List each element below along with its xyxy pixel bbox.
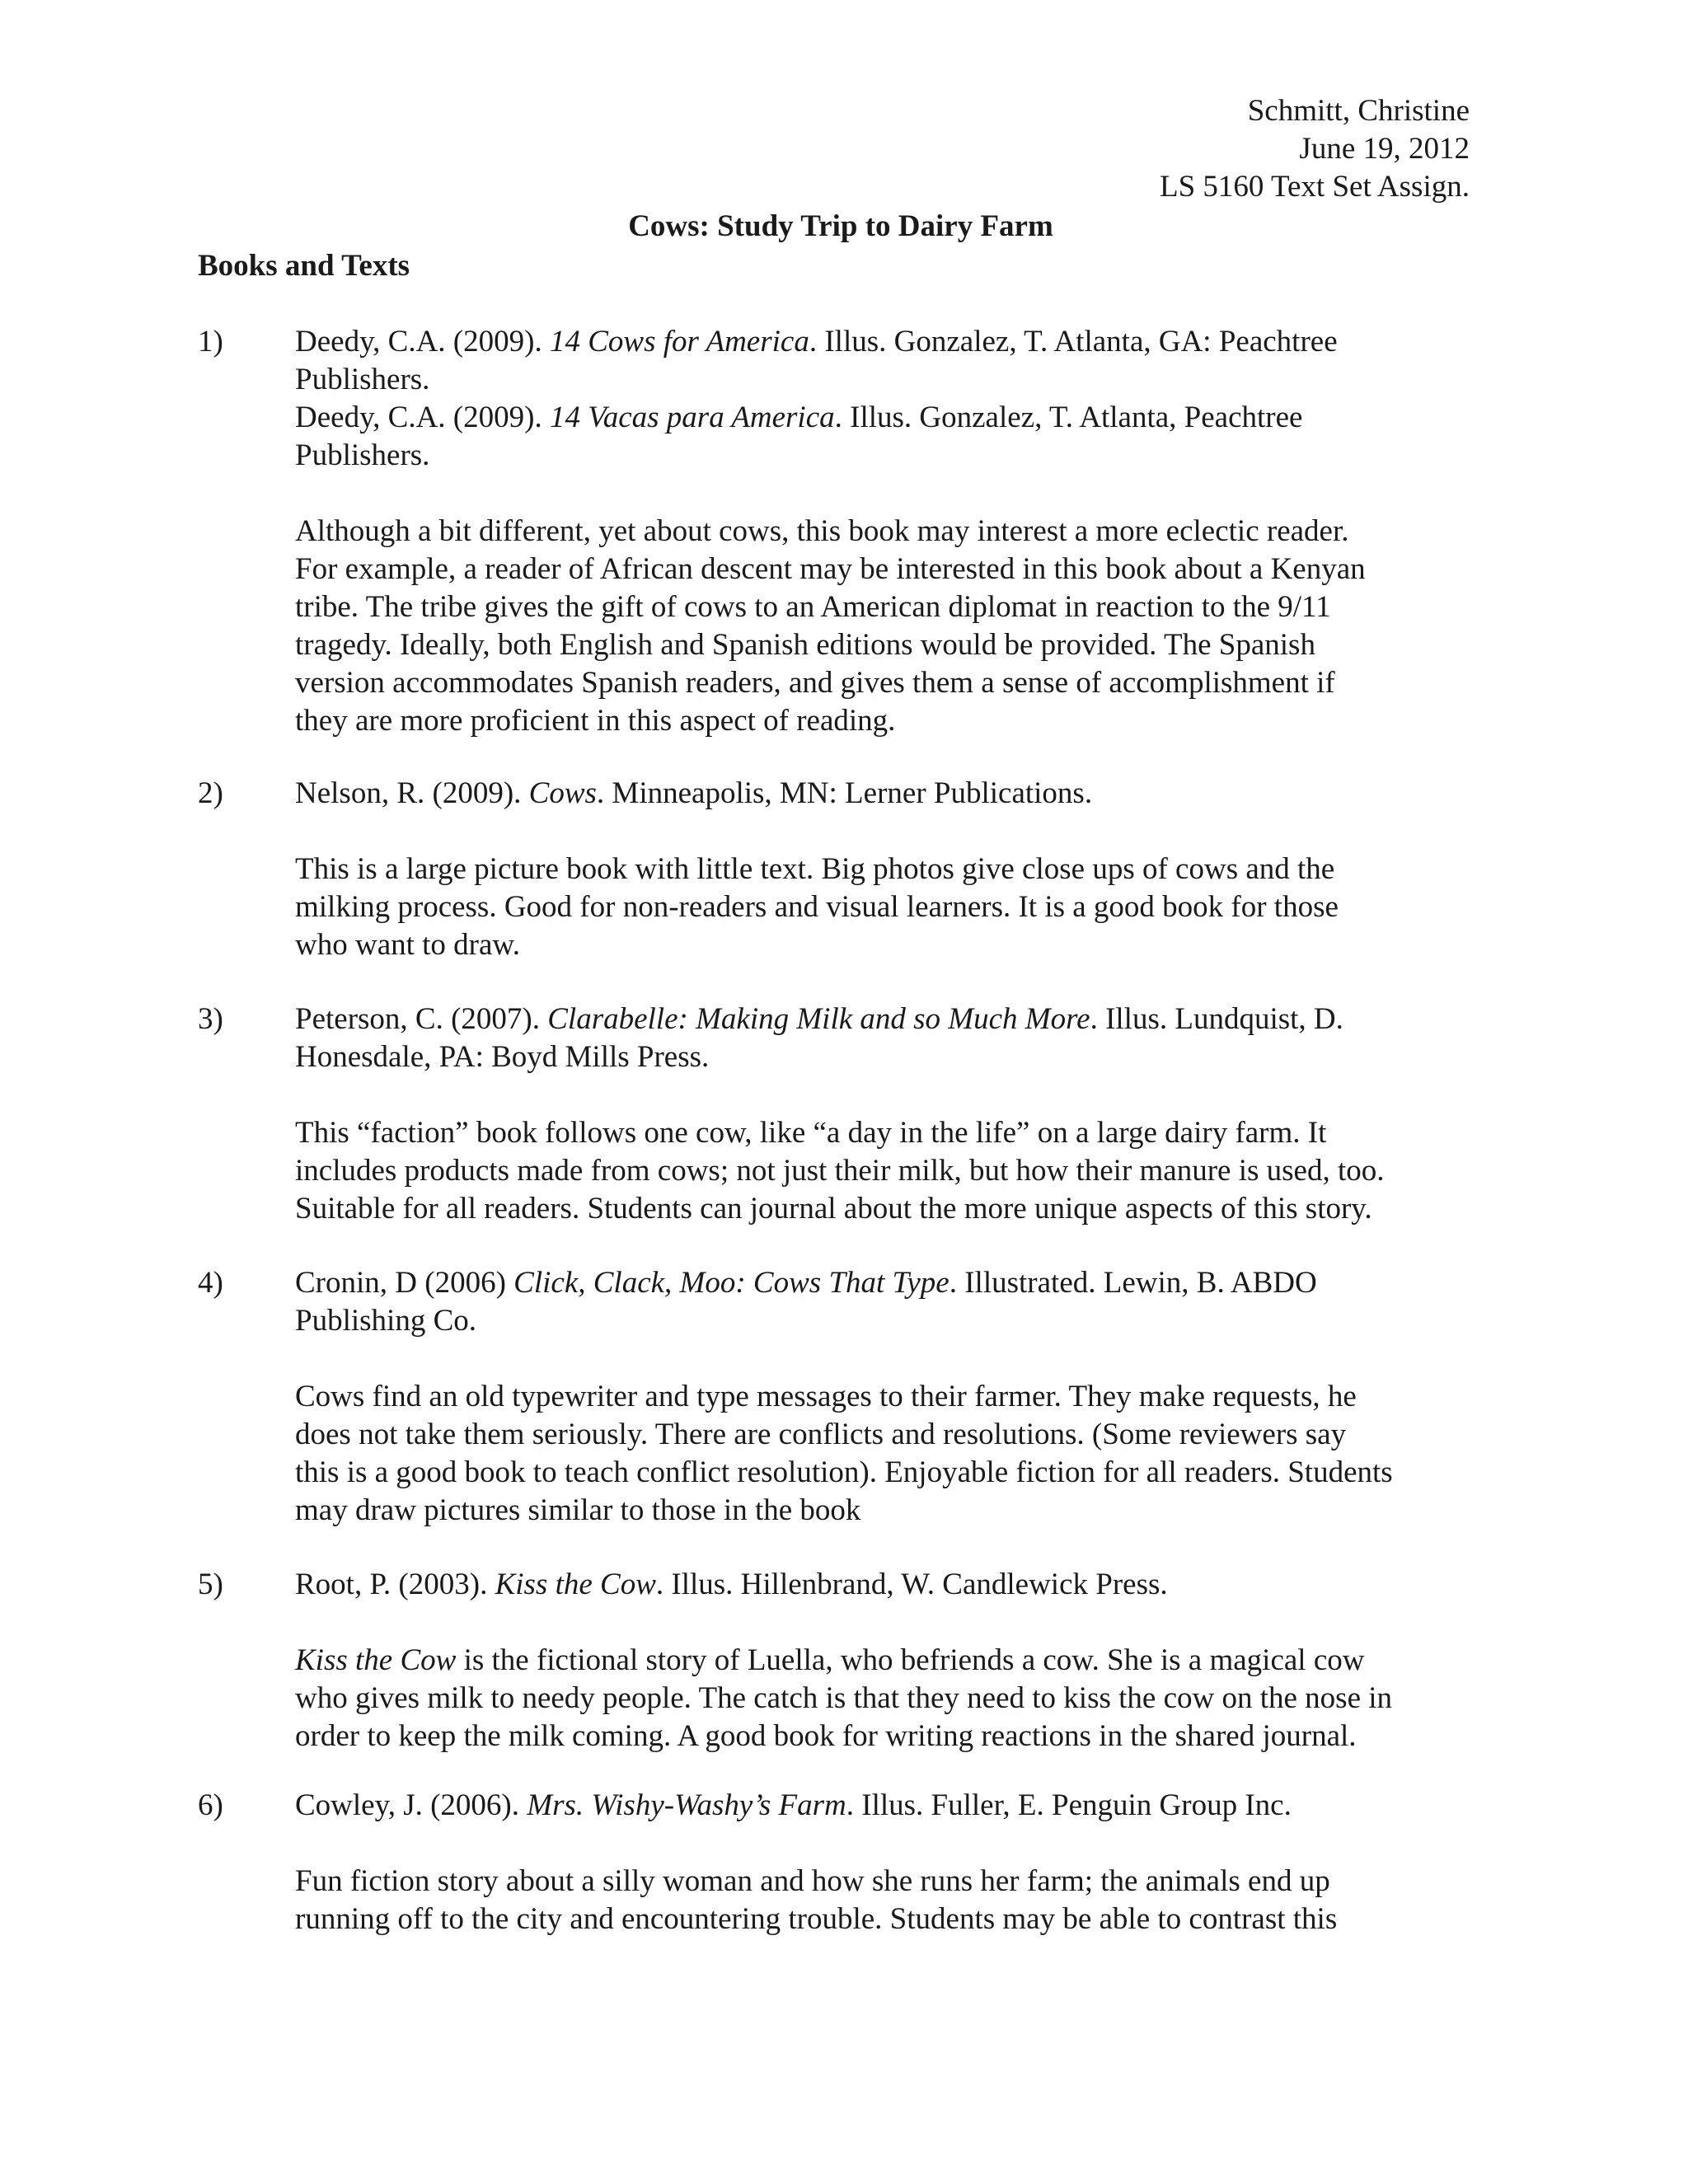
citation (295, 1566, 1475, 1604)
annotation-line: may draw pictures similar to those in the book (295, 1493, 861, 1527)
annotation-line: milking process. Good for non-readers and visual learners. It is a good book for those (295, 890, 1339, 924)
entry-number: 3) (198, 1002, 223, 1036)
citation-line: Publishers. (295, 363, 430, 396)
entry-body (295, 1566, 1475, 1755)
annotation-line: version accommodates Spanish readers, and gives them a sense of accomplishment if (295, 666, 1335, 700)
book-title: Clarabelle: Making Milk and so Much More (547, 1002, 1090, 1036)
entry-body (295, 1001, 1475, 1228)
citation (295, 1001, 1475, 1076)
annotation-line: who want to draw. (295, 928, 520, 962)
annotation (295, 1863, 1475, 1938)
annotation-line: order to keep the milk coming. A good book for writing reactions in the shared journal. (295, 1719, 1357, 1753)
citation (295, 1264, 1475, 1340)
citation-line: Honesdale, PA: Boyd Mills Press. (295, 1040, 710, 1074)
entry-number: 5) (198, 1568, 223, 1601)
citation-line: Root, P. (2003). Kiss the Cow. Illus. Hillenbrand, W. Candlewick Press. (295, 1568, 1168, 1601)
annotation (295, 513, 1475, 740)
entry-number: 2) (198, 776, 223, 810)
citation-line: Cowley, J. (2006). Mrs. Wishy-Washy’s Farm. Illus. Fuller, E. Penguin Group Inc. (295, 1788, 1292, 1822)
citation-line: Nelson, R. (2009). Cows. Minneapolis, MN: Lerner Publications. (295, 776, 1093, 810)
annotation-line: Kiss the Cow is the fictional story of Luella, who befriends a cow. She is a magical cow (295, 1643, 1365, 1677)
citation-line: Cronin, D (2006) Click, Clack, Moo: Cows That Type. Illustrated. Lewin, B. ABDO (295, 1266, 1317, 1300)
course-label: LS 5160 Text Set Assign. (1159, 170, 1470, 204)
book-title: Cows (528, 776, 597, 810)
citation (295, 775, 1475, 813)
annotation-line: they are more proficient in this aspect of reading. (295, 704, 896, 738)
annotation-line: This “faction” book follows one cow, like “a day in the life” on a large dairy farm. It (295, 1116, 1327, 1150)
annotation-line: tragedy. Ideally, both English and Spanish editions would be provided. The Spanish (295, 628, 1315, 662)
section-heading: Books and Texts (198, 249, 410, 283)
book-title: Click, Clack, Moo: Cows That Type (513, 1266, 950, 1300)
document-title: Cows: Study Trip to Dairy Farm (628, 209, 1053, 243)
entry-body (295, 323, 1475, 740)
annotation-line: This is a large picture book with little text. Big photos give close ups of cows and the (295, 852, 1335, 886)
entry-number: 6) (198, 1788, 223, 1822)
annotation-line: For example, a reader of African descent may be interested in this book about a Kenyan (295, 552, 1366, 586)
book-title: 14 Vacas para America (549, 401, 835, 434)
annotation-line: who gives milk to needy people. The catch is that they need to kiss the cow on the nose in (295, 1681, 1393, 1715)
annotation-line: Cows find an old typewriter and type messages to their farmer. They make requests, he (295, 1380, 1357, 1413)
annotation (295, 1642, 1475, 1755)
citation (295, 1787, 1475, 1825)
annotation-line: Suitable for all readers. Students can journal about the more unique aspects of this story. (295, 1192, 1372, 1226)
annotation (295, 851, 1475, 964)
citation-line: Publishers. (295, 438, 430, 472)
annotation-line: Fun fiction story about a silly woman and how she runs her farm; the animals end up (295, 1864, 1330, 1898)
annotation-line: does not take them seriously. There are conflicts and resolutions. (Some reviewers say (295, 1418, 1347, 1451)
assignment-date: June 19, 2012 (1299, 132, 1470, 166)
book-title: 14 Cows for America (549, 325, 809, 359)
entry-number: 4) (198, 1266, 223, 1300)
citation-line: Deedy, C.A. (2009). 14 Vacas para America. Illus. Gonzalez, T. Atlanta, Peachtree (295, 401, 1303, 434)
book-title: Kiss the Cow (295, 1643, 457, 1677)
entry-body (295, 1264, 1475, 1530)
annotation (295, 1378, 1475, 1530)
author-header (1160, 92, 1470, 206)
annotation-line: tribe. The tribe gives the gift of cows to an American diplomat in reaction to the 9/11 (295, 590, 1331, 624)
citation-line: Peterson, C. (2007). Clarabelle: Making Milk and so Much More. Illus. Lundquist, D. (295, 1002, 1343, 1036)
annotation-line: this is a good book to teach conflict resolution). Enjoyable fiction for all readers. Students (295, 1455, 1393, 1489)
entry-body (295, 1787, 1475, 1938)
annotation (295, 1114, 1475, 1228)
citation-line: Publishing Co. (295, 1304, 476, 1338)
citation (295, 323, 1475, 475)
annotation-line: includes products made from cows; not just their milk, but how their manure is used, too. (295, 1154, 1385, 1188)
book-title: Kiss the Cow (495, 1568, 656, 1601)
annotation-line: Although a bit different, yet about cows, this book may interest a more eclectic reader. (295, 514, 1349, 548)
annotation-line: running off to the city and encountering trouble. Students may be able to contrast this (295, 1902, 1338, 1936)
citation-line: Deedy, C.A. (2009). 14 Cows for America. Illus. Gonzalez, T. Atlanta, GA: Peachtree (295, 325, 1338, 359)
author-name: Schmitt, Christine (1247, 94, 1470, 128)
book-title: Mrs. Wishy-Washy’s Farm (527, 1788, 846, 1822)
entry-body (295, 775, 1475, 964)
entry-number: 1) (198, 325, 223, 359)
